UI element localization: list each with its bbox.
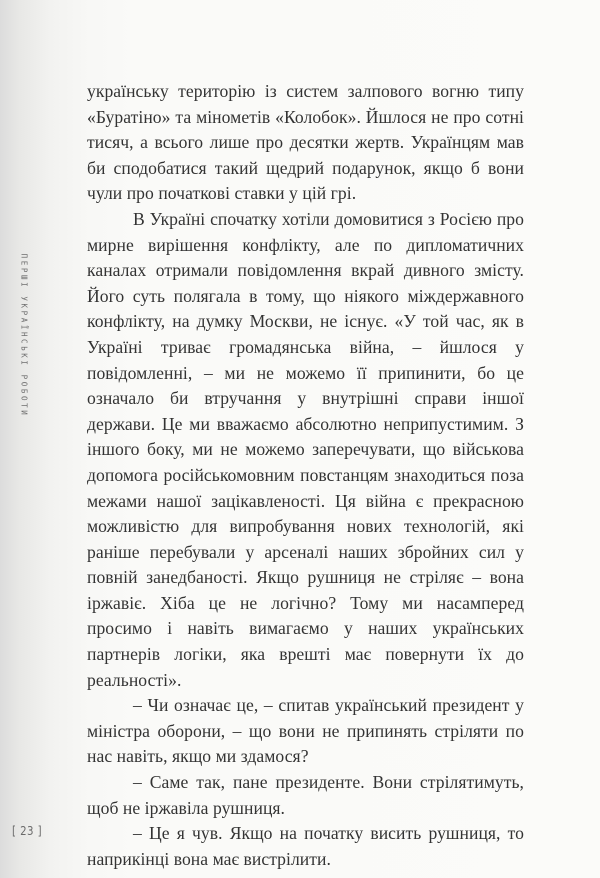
paragraph-dialogue-question: – Чи означає це, – спитав український президент у міністра оборони, – що вони не припинять стріляти по нас навіть, якщо ми здамося?	[87, 695, 524, 767]
page-number: [ 23 ]	[12, 824, 42, 838]
running-head-text: ПЕРШІ УКРАЇНСЬКІ РОБОТИ	[19, 253, 29, 417]
paragraph-diplomatic-message: В Україні спочатку хотіли домовитися з Росією про мирне вирішення конфлікту, але по дипломатичних каналах отримали повідомлення вкрай дивного змісту. Його суть полягала в тому, що ніякого міждержавного конфлікту, на думку Москви, не існує. «У той час, як в Україні триває громадянська війна, – йшлося у повідомленні, – ми не можемо її припинити, бо це означало би втручання у внутрішні справи іншої держави. Це ми вважаємо абсолютно неприпустимим. З іншого боку, ми не можемо заперечувати, що військова допомога російськомовним повстанцям знаходиться поза межами нашої зацікавленості. Ця війна є прекрасною можливістю для випробування нових технологій, які раніше перебували у арсеналі наших збройних сил у повній занедбаності. Якщо рушниця не стріляє – вона іржавіє. Хіба це не логічно? Тому ми насамперед просимо і навіть вимагаємо у наших українських партнерів логіки, яка врешті має повернути їх до реальності».	[87, 208, 524, 690]
paragraph-continuation: українську територію із систем залпового вогню типу «Буратіно» та мінометів «Колобок». Йшлося не про сотні тисяч, а всього лише про десятки жертв. Українцям мав би сподобатися такий щедрий подарунок, якщо б вони чули про початкові ставки у цій грі.	[87, 81, 524, 204]
paragraph-dialogue-reply: – Це я чув. Якщо на початку висить рушниця, то наприкінці вона має вистрілити.	[87, 823, 524, 869]
body-text	[87, 79, 524, 872]
running-head	[13, 253, 35, 417]
paragraph-dialogue-answer: – Саме так, пане президенте. Вони стрілятимуть, щоб не іржавіла рушниця.	[87, 772, 524, 818]
